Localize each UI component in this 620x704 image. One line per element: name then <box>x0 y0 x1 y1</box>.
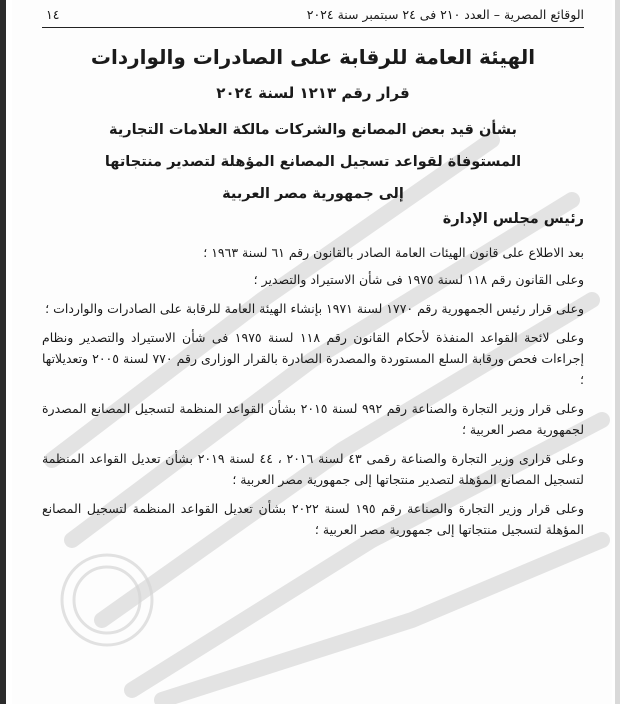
subject-line-3: إلى جمهورية مصر العربية <box>222 186 404 202</box>
chairman-heading: رئيس مجلس الإدارة <box>442 211 584 227</box>
paragraph: وعلى القانون رقم ١١٨ لسنة ١٩٧٥ فى شأن الاستيراد والتصدير ؛ <box>253 272 584 287</box>
paragraph: بعد الاطلاع على قانون الهيئات العامة الصادر بالقانون رقم ٦١ لسنة ١٩٦٣ ؛ <box>203 245 584 260</box>
preamble <box>42 242 584 548</box>
decision-number: قرار رقم ١٢١٣ لسنة ٢٠٢٤ <box>216 84 410 102</box>
paragraph: وعلى قرار وزير التجارة والصناعة رقم ١٩٥ لسنة ٢٠٢٢ بشأن تعديل القواعد المنظمة لتسجيل المصانع المؤهلة لتسجيل منتجاتها إلى جمهورية مصر العربية ؛ <box>42 501 584 537</box>
decision-subject <box>42 114 584 210</box>
paragraph: وعلى قرارى وزير التجارة والصناعة رقمى ٤٣ لسنة ٢٠١٦ ، ٤٤ لسنة ٢٠١٩ بشأن تعديل القواعد المنظمة لتسجيل المصانع المؤهلة لتصدير منتجاتها إلى جمهورية مصر العربية ؛ <box>42 451 585 487</box>
document-page <box>12 0 612 704</box>
subject-line-2: المستوفاة لقواعد تسجيل المصانع المؤهلة لتصدير منتجاتها <box>104 154 522 170</box>
paragraph: وعلى لائحة القواعد المنفذة لأحكام القانون رقم ١١٨ لسنة ١٩٧٥ فى شأن الاستيراد والتصدير ونظام إجراءات فحص ورقابة السلع المستوردة والمصدرة الصادرة بالقرار الوزارى رقم ٧٧٠ لسنة ٢٠٠٥ وتعديلاتها ؛ <box>42 330 585 387</box>
page-edge-right <box>615 0 620 704</box>
paragraph: وعلى قرار وزير التجارة والصناعة رقم ٩٩٢ لسنة ٢٠١٥ بشأن القواعد المنظمة لتسجيل المصانع المصدرة لجمهورية مصر العربية ؛ <box>42 401 584 437</box>
page-edge-left <box>0 0 6 704</box>
running-header <box>42 6 584 24</box>
paragraph: وعلى قرار رئيس الجمهورية رقم ١٧٧٠ لسنة ١٩٧١ بإنشاء الهيئة العامة للرقابة على الصادرات والواردات ؛ <box>45 301 584 316</box>
page-number: ١٤ <box>46 7 60 22</box>
issue-line: الوقائع المصرية – العدد ٢١٠ فى ٢٤ سبتمبر سنة ٢٠٢٤ <box>306 7 584 22</box>
organization-title: الهيئة العامة للرقابة على الصادرات والواردات <box>90 45 536 69</box>
header-rule <box>42 27 584 28</box>
subject-line-1: بشأن قيد بعض المصانع والشركات مالكة العلامات التجارية <box>109 122 517 138</box>
